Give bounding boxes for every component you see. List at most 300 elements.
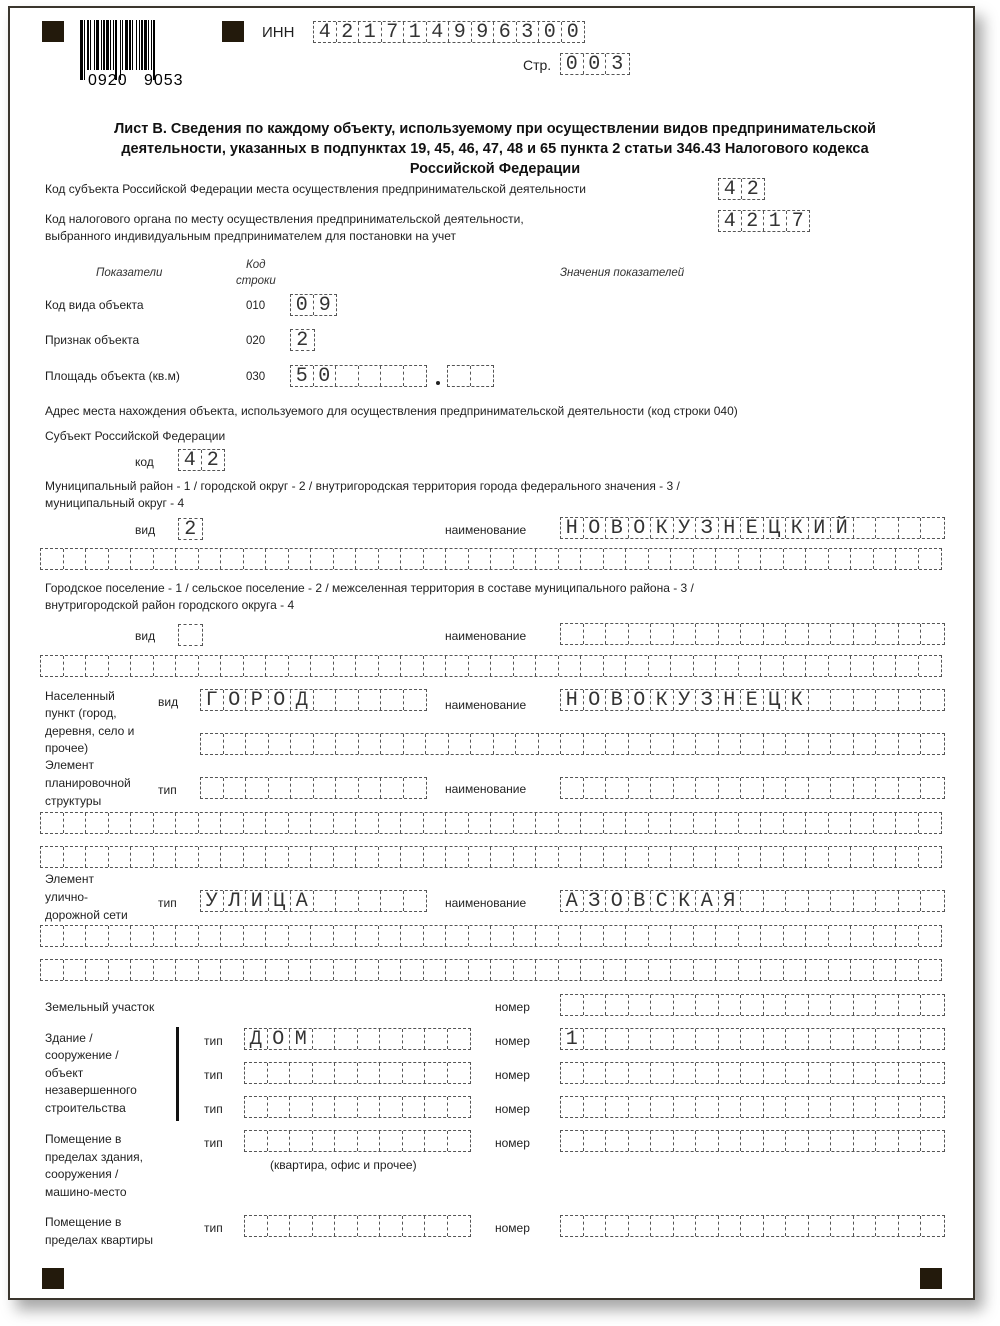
character-cell: [199, 926, 222, 946]
planning-type-label: тип: [158, 783, 177, 797]
character-cell: [244, 656, 267, 676]
character-cell: [358, 1131, 381, 1151]
character-cell: О: [629, 690, 652, 710]
character-cell: [358, 1029, 381, 1049]
building-type-field-2[interactable]: [244, 1062, 471, 1084]
character-cell: [311, 960, 334, 980]
character-cell: [514, 847, 537, 867]
character-cell: [629, 734, 652, 754]
character-cell: Д: [291, 690, 314, 710]
building-number-label-3: номер: [495, 1102, 530, 1116]
building-label-2: сооружение /: [45, 1048, 119, 1062]
object-sign-field[interactable]: [290, 329, 315, 351]
character-cell: [696, 1063, 719, 1083]
character-cell: [764, 1097, 787, 1117]
character-cell: [831, 1063, 854, 1083]
character-cell: [266, 926, 289, 946]
character-cell: З: [584, 891, 607, 911]
character-cell: [784, 549, 807, 569]
character-cell: [716, 549, 739, 569]
character-cell: [179, 625, 202, 645]
character-cell: [921, 624, 944, 644]
inn-field[interactable]: [313, 21, 585, 43]
planning-name-field-continued-2[interactable]: [40, 846, 942, 868]
premises-type-label: тип: [204, 1136, 223, 1150]
character-cell: [64, 549, 87, 569]
character-cell: [266, 813, 289, 833]
character-cell: [335, 1063, 358, 1083]
subject-heading: Субъект Российской Федерации: [45, 429, 226, 443]
character-cell: [559, 926, 582, 946]
character-cell: [584, 734, 607, 754]
character-cell: [696, 1131, 719, 1151]
tax-authority-code-field[interactable]: [718, 210, 810, 232]
character-cell: 9: [472, 22, 495, 42]
character-cell: [851, 549, 874, 569]
character-cell: [764, 995, 787, 1015]
character-cell: [379, 847, 402, 867]
planning-name-field[interactable]: [560, 777, 945, 799]
character-cell: [854, 690, 877, 710]
character-cell: Й: [831, 518, 854, 538]
character-cell: [154, 847, 177, 867]
character-cell: [786, 995, 809, 1015]
character-cell: [131, 960, 154, 980]
barcode-bar: [155, 20, 158, 70]
locality-label-3: деревня, село и: [45, 724, 135, 738]
character-cell: [671, 926, 694, 946]
character-cell: [696, 734, 719, 754]
character-cell: 7: [382, 22, 405, 42]
character-cell: [629, 1029, 652, 1049]
character-cell: [268, 1216, 291, 1236]
column-values: Значения показателей: [560, 267, 685, 279]
character-cell: [311, 813, 334, 833]
character-cell: [176, 847, 199, 867]
character-cell: [404, 366, 427, 386]
character-cell: [764, 778, 787, 798]
character-cell: [109, 549, 132, 569]
character-cell: [741, 1063, 764, 1083]
character-cell: [629, 995, 652, 1015]
locality-name-field-continued[interactable]: [200, 733, 945, 755]
character-cell: [469, 549, 492, 569]
municipal-kind-field[interactable]: [178, 518, 203, 540]
character-cell: [921, 734, 944, 754]
character-cell: [629, 1097, 652, 1117]
locality-name-field[interactable]: [560, 689, 945, 711]
character-cell: [741, 1029, 764, 1049]
locality-label-4: прочее): [45, 741, 89, 755]
character-cell: [896, 960, 919, 980]
settlement-name-field[interactable]: [560, 623, 945, 645]
character-cell: [629, 1131, 652, 1151]
character-cell: [761, 926, 784, 946]
character-cell: [469, 656, 492, 676]
character-cell: [739, 960, 762, 980]
street-name-field[interactable]: [560, 890, 945, 912]
character-cell: [584, 624, 607, 644]
character-cell: [806, 926, 829, 946]
character-cell: [786, 1029, 809, 1049]
character-cell: [874, 549, 897, 569]
character-cell: [854, 1097, 877, 1117]
character-cell: [335, 1029, 358, 1049]
character-cell: [246, 734, 269, 754]
character-cell: [491, 549, 514, 569]
character-cell: [786, 624, 809, 644]
character-cell: [649, 656, 672, 676]
character-cell: [291, 734, 314, 754]
character-cell: К: [786, 518, 809, 538]
character-cell: [719, 624, 742, 644]
character-cell: И: [246, 891, 269, 911]
municipal-name-label: наименование: [445, 523, 527, 537]
character-cell: [381, 690, 404, 710]
character-cell: [899, 1063, 922, 1083]
character-cell: [131, 926, 154, 946]
planning-label-1: Элемент: [45, 758, 94, 772]
character-cell: [584, 1029, 607, 1049]
character-cell: [899, 1216, 922, 1236]
object-area-integer-field[interactable]: [290, 365, 427, 387]
character-cell: [41, 656, 64, 676]
character-cell: [380, 1029, 403, 1049]
character-cell: 2: [296, 329, 309, 352]
character-cell: Р: [246, 690, 269, 710]
character-cell: [41, 926, 64, 946]
character-cell: [356, 813, 379, 833]
character-cell: [199, 656, 222, 676]
character-cell: [896, 549, 919, 569]
character-cell: [561, 624, 584, 644]
character-cell: [401, 926, 424, 946]
character-cell: [266, 656, 289, 676]
character-cell: [448, 1216, 471, 1236]
character-cell: [716, 960, 739, 980]
character-cell: 0: [291, 295, 314, 315]
character-cell: [829, 926, 852, 946]
page-number-field[interactable]: [560, 53, 630, 75]
character-cell: [380, 1216, 403, 1236]
character-cell: С: [651, 891, 674, 911]
character-cell: О: [268, 1029, 291, 1049]
character-cell: [651, 624, 674, 644]
corner-marker-top-middle: [222, 21, 244, 42]
character-cell: [41, 960, 64, 980]
character-cell: [761, 847, 784, 867]
character-cell: 3: [611, 53, 624, 76]
character-cell: [446, 656, 469, 676]
character-cell: [536, 926, 559, 946]
character-cell: [854, 624, 877, 644]
building-number-label-1: номер: [495, 1034, 530, 1048]
character-cell: [719, 1216, 742, 1236]
character-cell: [716, 926, 739, 946]
premises-number-field[interactable]: [560, 1130, 945, 1152]
character-cell: 4: [179, 450, 202, 470]
planning-type-field[interactable]: [200, 777, 427, 799]
character-cell: [379, 549, 402, 569]
character-cell: [831, 624, 854, 644]
character-cell: [401, 847, 424, 867]
character-cell: [404, 690, 427, 710]
character-cell: [221, 656, 244, 676]
character-cell: [719, 1097, 742, 1117]
character-cell: [335, 1097, 358, 1117]
locality-label-1: Населенный: [45, 689, 115, 703]
character-cell: [649, 847, 672, 867]
character-cell: [739, 926, 762, 946]
settlement-name-field-continued[interactable]: [40, 655, 942, 677]
object-area-fraction-field[interactable]: [447, 365, 494, 387]
character-cell: [809, 1131, 832, 1151]
character-cell: [224, 734, 247, 754]
character-cell: Г: [201, 690, 224, 710]
character-cell: [741, 1216, 764, 1236]
character-cell: [426, 734, 449, 754]
settlement-kind-field[interactable]: [178, 624, 203, 646]
character-cell: [424, 813, 447, 833]
apartment-room-label-1: Помещение в: [45, 1215, 122, 1229]
municipal-kind-label: вид: [135, 523, 156, 537]
character-cell: [851, 847, 874, 867]
character-cell: [514, 960, 537, 980]
street-type-field[interactable]: [200, 890, 427, 912]
character-cell: [335, 1216, 358, 1236]
settlement-heading-2: внутригородской район городского округа - 4: [45, 598, 295, 612]
character-cell: [921, 1097, 944, 1117]
character-cell: [606, 778, 629, 798]
character-cell: [809, 1029, 832, 1049]
character-cell: [401, 656, 424, 676]
character-cell: [289, 960, 312, 980]
character-cell: [761, 549, 784, 569]
character-cell: [694, 926, 717, 946]
character-cell: [334, 926, 357, 946]
object-type-code: 010: [246, 300, 266, 312]
character-cell: [424, 549, 447, 569]
character-cell: [896, 926, 919, 946]
character-cell: [581, 847, 604, 867]
character-cell: 2: [746, 178, 759, 201]
character-cell: [719, 778, 742, 798]
character-cell: О: [584, 690, 607, 710]
character-cell: 6: [494, 22, 517, 42]
character-cell: [831, 995, 854, 1015]
planning-name-label: наименование: [445, 782, 527, 796]
character-cell: [671, 847, 694, 867]
street-name-field-continued-1[interactable]: [40, 925, 942, 947]
object-area-code: 030: [246, 371, 266, 383]
character-cell: Ц: [764, 690, 787, 710]
apartment-room-type-field[interactable]: [244, 1215, 471, 1237]
character-cell: [604, 960, 627, 980]
premises-label-2: пределах здания,: [45, 1150, 143, 1164]
building-type-field-3[interactable]: [244, 1096, 471, 1118]
character-cell: [719, 1063, 742, 1083]
land-plot-number-field[interactable]: [560, 994, 945, 1016]
character-cell: [469, 847, 492, 867]
character-cell: [831, 734, 854, 754]
character-cell: [719, 995, 742, 1015]
character-cell: [290, 1216, 313, 1236]
character-cell: 2: [184, 518, 197, 541]
character-cell: [403, 1097, 426, 1117]
character-cell: [379, 926, 402, 946]
object-type-field[interactable]: [290, 294, 337, 316]
character-cell: [674, 1216, 697, 1236]
street-name-field-continued-2[interactable]: [40, 959, 942, 981]
character-cell: [154, 813, 177, 833]
building-type-label-2: тип: [204, 1068, 223, 1082]
character-cell: [919, 960, 942, 980]
character-cell: Я: [719, 891, 742, 911]
character-cell: [829, 549, 852, 569]
inn-label: ИНН: [262, 24, 295, 41]
character-cell: [269, 734, 292, 754]
character-cell: [626, 926, 649, 946]
municipal-name-field-continued[interactable]: [40, 548, 942, 570]
character-cell: [921, 778, 944, 798]
character-cell: [336, 366, 359, 386]
character-cell: З: [696, 690, 719, 710]
character-cell: [246, 778, 269, 798]
character-cell: [854, 1131, 877, 1151]
character-cell: [311, 656, 334, 676]
land-plot-number-label: номер: [495, 1000, 530, 1014]
street-type-label: тип: [158, 896, 177, 910]
character-cell: [896, 656, 919, 676]
character-cell: [581, 549, 604, 569]
character-cell: [561, 1097, 584, 1117]
character-cell: [311, 926, 334, 946]
character-cell: [176, 926, 199, 946]
character-cell: [381, 891, 404, 911]
sheet-title-line2: деятельности, указанных в подпунктах 19, 45, 46, 47, 48 и 65 пункта 2 статьи 346.43 Налогового кодекса: [121, 141, 869, 157]
character-cell: [379, 813, 402, 833]
locality-kind-field[interactable]: [200, 689, 427, 711]
address-subject-code-field[interactable]: [178, 449, 225, 471]
character-cell: [176, 813, 199, 833]
character-cell: [514, 656, 537, 676]
character-cell: [446, 549, 469, 569]
subject-code-label: Код субъекта Российской Федерации места осуществления предпринимательской деятельности: [45, 182, 586, 196]
premises-type-field[interactable]: [244, 1130, 471, 1152]
character-cell: [809, 778, 832, 798]
character-cell: 4: [314, 22, 337, 42]
sheet-title-line1: Лист В. Сведения по каждому объекту, используемому при осуществлении видов предпринимательской: [114, 121, 876, 137]
character-cell: [874, 813, 897, 833]
character-cell: [876, 1063, 899, 1083]
apartment-room-label-2: пределах квартиры: [45, 1233, 153, 1247]
character-cell: [245, 1097, 268, 1117]
building-number-field-3[interactable]: [560, 1096, 945, 1118]
character-cell: [921, 518, 944, 538]
character-cell: [606, 1063, 629, 1083]
municipal-name-field[interactable]: [560, 517, 945, 539]
character-cell: [674, 1097, 697, 1117]
building-number-field-1[interactable]: [560, 1028, 945, 1050]
character-cell: [716, 813, 739, 833]
character-cell: [921, 1063, 944, 1083]
character-cell: [335, 1131, 358, 1151]
character-cell: [86, 549, 109, 569]
character-cell: [626, 847, 649, 867]
character-cell: [674, 995, 697, 1015]
character-cell: [471, 734, 494, 754]
character-cell: [561, 1216, 584, 1236]
character-cell: [64, 656, 87, 676]
character-cell: [899, 1131, 922, 1151]
character-cell: [424, 926, 447, 946]
character-cell: [313, 1029, 336, 1049]
apartment-room-number-field[interactable]: [560, 1215, 945, 1237]
character-cell: [761, 656, 784, 676]
character-cell: [919, 813, 942, 833]
character-cell: В: [629, 891, 652, 911]
character-cell: [559, 960, 582, 980]
character-cell: [425, 1216, 448, 1236]
subject-code-field[interactable]: [718, 178, 765, 200]
character-cell: [199, 549, 222, 569]
character-cell: 0: [584, 54, 607, 74]
character-cell: [358, 1063, 381, 1083]
character-cell: [358, 1097, 381, 1117]
character-cell: 2: [742, 211, 765, 231]
character-cell: [86, 656, 109, 676]
character-cell: [224, 778, 247, 798]
character-cell: [626, 813, 649, 833]
character-cell: У: [674, 690, 697, 710]
character-cell: [741, 995, 764, 1015]
character-cell: [854, 891, 877, 911]
character-cell: [696, 778, 719, 798]
character-cell: Е: [741, 518, 764, 538]
character-cell: [896, 847, 919, 867]
character-cell: [674, 1063, 697, 1083]
planning-name-field-continued-1[interactable]: [40, 812, 942, 834]
character-cell: [425, 1063, 448, 1083]
character-cell: [109, 847, 132, 867]
character-cell: [334, 847, 357, 867]
character-cell: [786, 734, 809, 754]
character-cell: [629, 624, 652, 644]
character-cell: [899, 734, 922, 754]
character-cell: [403, 1131, 426, 1151]
character-cell: [176, 960, 199, 980]
character-cell: [290, 1097, 313, 1117]
building-type-field-1[interactable]: [244, 1028, 471, 1050]
character-cell: [604, 656, 627, 676]
character-cell: З: [696, 518, 719, 538]
character-cell: [245, 1131, 268, 1151]
character-cell: [739, 656, 762, 676]
character-cell: [244, 847, 267, 867]
character-cell: [449, 734, 472, 754]
character-cell: [876, 624, 899, 644]
character-cell: [629, 1063, 652, 1083]
character-cell: [469, 926, 492, 946]
character-cell: [334, 549, 357, 569]
character-cell: [606, 1097, 629, 1117]
character-cell: [831, 690, 854, 710]
building-number-field-2[interactable]: [560, 1062, 945, 1084]
character-cell: [696, 1216, 719, 1236]
column-indicators: Показатели: [96, 267, 163, 279]
character-cell: [86, 813, 109, 833]
character-cell: [809, 891, 832, 911]
